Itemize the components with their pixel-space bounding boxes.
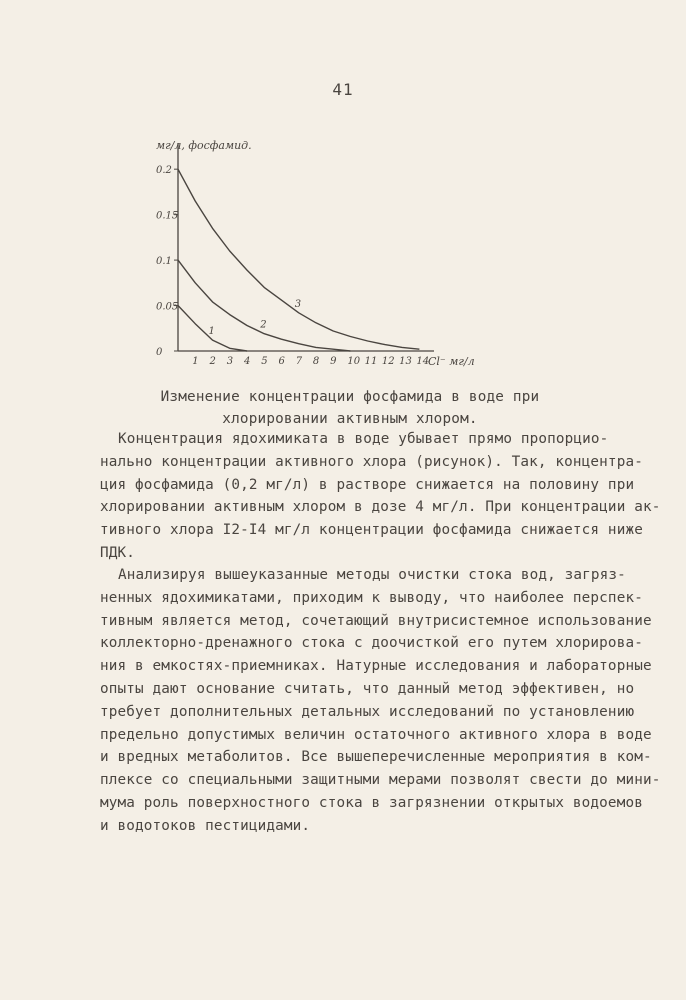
- text-line: и водотоков пестицидами.: [100, 817, 311, 834]
- paragraph-1: [100, 428, 661, 565]
- text-line: ненных ядохимикатами, приходим к выводу, что наиболее перспек-: [100, 589, 643, 606]
- text-line: коллекторно-дренажного стока с доочисткой его путем хлорирова-: [100, 635, 643, 652]
- x-tick-label: 4: [243, 356, 251, 367]
- x-tick-label: 8: [312, 356, 320, 367]
- text-line: хлорировании активным хлором в дозе 4 мг/л. При концентрации ак-: [100, 499, 661, 516]
- y-tick-label: 0.1: [156, 256, 172, 268]
- series-1-label: 1: [208, 326, 215, 338]
- text-line: ция фосфамида (0,2 мг/л) в растворе снижается на половину при: [100, 476, 635, 493]
- x-axis-label: Cl⁻ мг/л: [428, 355, 475, 368]
- text-line: ПДК.: [100, 544, 136, 561]
- paragraph-2: [100, 564, 661, 838]
- text-line: тивного хлора I2-I4 мг/л концентрации фосфамида снижается ниже: [100, 522, 643, 539]
- phosphamide-chart: [140, 135, 475, 375]
- x-tick-label: 9: [330, 356, 337, 367]
- x-tick-label: 11: [364, 356, 378, 367]
- text-line: мума роль поверхностного стока в загрязнении открытых водоемов: [100, 794, 643, 811]
- page-number: 41: [332, 80, 354, 99]
- x-tick-label: 5: [261, 356, 268, 367]
- y-axis-label: мг/л, фосфамид.: [156, 139, 252, 152]
- series-2-label: 2: [260, 319, 267, 331]
- y-tick-label: 0: [156, 347, 163, 358]
- text-line: нально концентрации активного хлора (рисунок). Так, концентра-: [100, 453, 643, 470]
- x-tick-label: 7: [295, 356, 303, 367]
- x-tick-label: 3: [226, 356, 234, 367]
- x-tick-label: 2: [209, 356, 216, 367]
- x-tick-label: 1: [192, 356, 199, 367]
- text-line: требует дополнительных детальных исследований по установлению: [100, 703, 635, 720]
- series-3-line: [178, 169, 419, 349]
- series-2-line: [178, 260, 350, 351]
- text-line: Анализируя вышеуказанные методы очистки стока вод, загряз-: [118, 567, 626, 583]
- text-line: опыты дают основание считать, что данный метод эффективен, но: [100, 680, 635, 697]
- series-3-label: 3: [294, 298, 302, 310]
- text-line: предельно допустимых величин остаточного активного хлора в воде: [100, 726, 652, 743]
- text-line: тивным является метод, сочетающий внутрисистемное использование: [100, 612, 652, 629]
- text-line: плексе со специальными защитными мерами позволят свести до мини-: [100, 772, 661, 789]
- x-tick-label: 13: [399, 356, 412, 367]
- text-line: ния в емкостях-приемниках. Натурные исследования и лабораторные: [100, 658, 652, 675]
- figure-caption: [90, 386, 610, 430]
- text-line: и вредных метаболитов. Все вышеперечисленные мероприятия в ком-: [100, 749, 652, 766]
- caption-line: хлорировании активным хлором.: [222, 411, 478, 427]
- y-tick-label: 0.05: [156, 301, 179, 313]
- y-tick-label: 0.2: [156, 165, 172, 177]
- x-tick-label: 12: [381, 356, 395, 367]
- text-line: Концентрация ядохимиката в воде убывает прямо пропорцио-: [118, 431, 609, 447]
- caption-line: Изменение концентрации фосфамида в воде при: [160, 389, 540, 405]
- x-tick-label: 6: [278, 356, 285, 367]
- x-tick-label: 10: [347, 356, 361, 367]
- y-tick-label: 0.15: [156, 210, 179, 222]
- x-tick-label: 14: [416, 356, 430, 367]
